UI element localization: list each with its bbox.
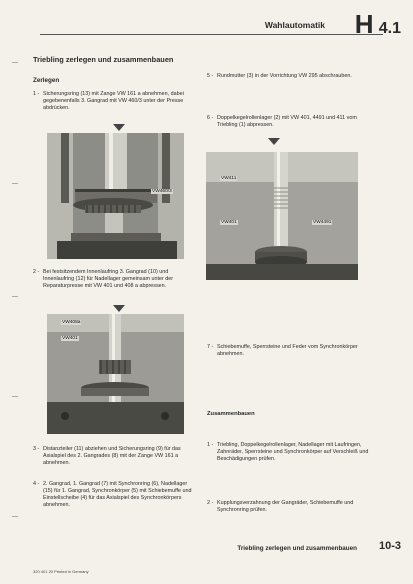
arrow-down-icon (113, 305, 125, 312)
step-number: 1 - (207, 442, 214, 448)
photo-label: VW411 (221, 176, 237, 181)
step-number: 5 - (207, 73, 214, 79)
step-number: 1 - (33, 91, 40, 97)
step-text: Schiebemuffe, Sperrsteine und Feder vom Synchronkörper abnehmen. (217, 344, 358, 357)
photo-press-gear (47, 133, 184, 259)
step-text: Distanzteiler (11) abziehen und Sicherungsring (9) für das Axialspiel des 2. Gangrades (8) mit der Zange VW 161 a abnehmen. (43, 446, 181, 466)
margin-mark (12, 396, 18, 397)
step-number: 7 - (207, 344, 214, 350)
margin-mark (12, 183, 18, 184)
step-assembly-2 (207, 500, 377, 514)
step-number: 2 - (33, 269, 40, 275)
step-7 (207, 344, 377, 358)
photo-label: VW4491 (313, 220, 332, 225)
margin-mark (12, 296, 18, 297)
step-number: 2 - (207, 500, 214, 506)
page-title: Triebling zerlegen und zusammenbauen (33, 55, 174, 64)
step-number: 3 - (33, 446, 40, 452)
step-text: 2. Gangrad, 1. Gangrad (7) mit Synchronring (6), Nadellager (15) für 1. Gangrad, Synchronkörper (5) mit Schiebemuffe und Einstellscheibe (4) für das Axialspiel des Synchronkörpers abnehmen. (43, 481, 192, 508)
footer-title: Triebling zerlegen und zusammenbauen (237, 545, 357, 552)
step-text: Rundmutter (3) in der Vorrichtung VW 295 abschrauben. (217, 73, 352, 79)
margin-mark (12, 516, 18, 517)
step-number: 6 - (207, 115, 214, 121)
step-text: Kupplungsverzahnung der Gangräder, Schiebemuffe und Synchronring prüfen. (217, 500, 354, 513)
page-number: 10-3 (378, 540, 401, 552)
step-1 (33, 91, 193, 112)
header-rule (40, 34, 383, 35)
header-code-number: 4.1 (378, 20, 401, 37)
print-note: 320 401 20 Printed in Germany (33, 569, 89, 574)
photo-press-bearing (47, 314, 184, 434)
header-code-letter: H (354, 9, 373, 39)
step-text: Triebling, Doppelkegelrollenlager, Nadellager mit Laufringen, Zahnräder, Sperrsteine und Synchronkörper auf Verschleiß und Beschädigungen prüfen. (217, 442, 369, 462)
step-text: Sicherungsring (13) mit Zange VW 161 a abnehmen, dabei gegebenenfalls 3. Gangrad mit VW 460/3 unter der Presse abdrücken. (43, 91, 184, 111)
step-6 (207, 115, 377, 129)
step-2 (33, 269, 193, 290)
step-5 (207, 73, 377, 80)
step-assembly-1 (207, 442, 377, 463)
arrow-down-icon (113, 124, 125, 131)
header-code (355, 9, 401, 40)
photo-label: VW401 (221, 220, 237, 225)
margin-mark (12, 62, 18, 63)
photo-label: VW460/3 (152, 189, 172, 194)
photo-label: VW401 (62, 336, 78, 341)
step-3 (33, 446, 193, 467)
step-text: Bei festsitzendem Innenlaufring 3. Gangrad (10) und Innenlaufring (12) für Nadellager gemeinsam unter der Reparaturpresse mit VW 401 und 408 a abpressen. (43, 269, 174, 289)
step-text: Doppelkegelrollenlager (2) mit VW 401, 4491 und 411 vom Triebling (1) abpressen. (217, 115, 357, 128)
step-4 (33, 481, 193, 509)
photo-label: VW408a (62, 320, 81, 325)
arrow-down-icon (268, 138, 280, 145)
step-number: 4 - (33, 481, 40, 487)
heading-zerlegen: Zerlegen (33, 77, 60, 84)
photo-shaft-bearing (206, 152, 358, 280)
heading-zusammenbauen: Zusammenbauen (207, 411, 255, 417)
header-section: Wahlautomatik (264, 20, 325, 30)
